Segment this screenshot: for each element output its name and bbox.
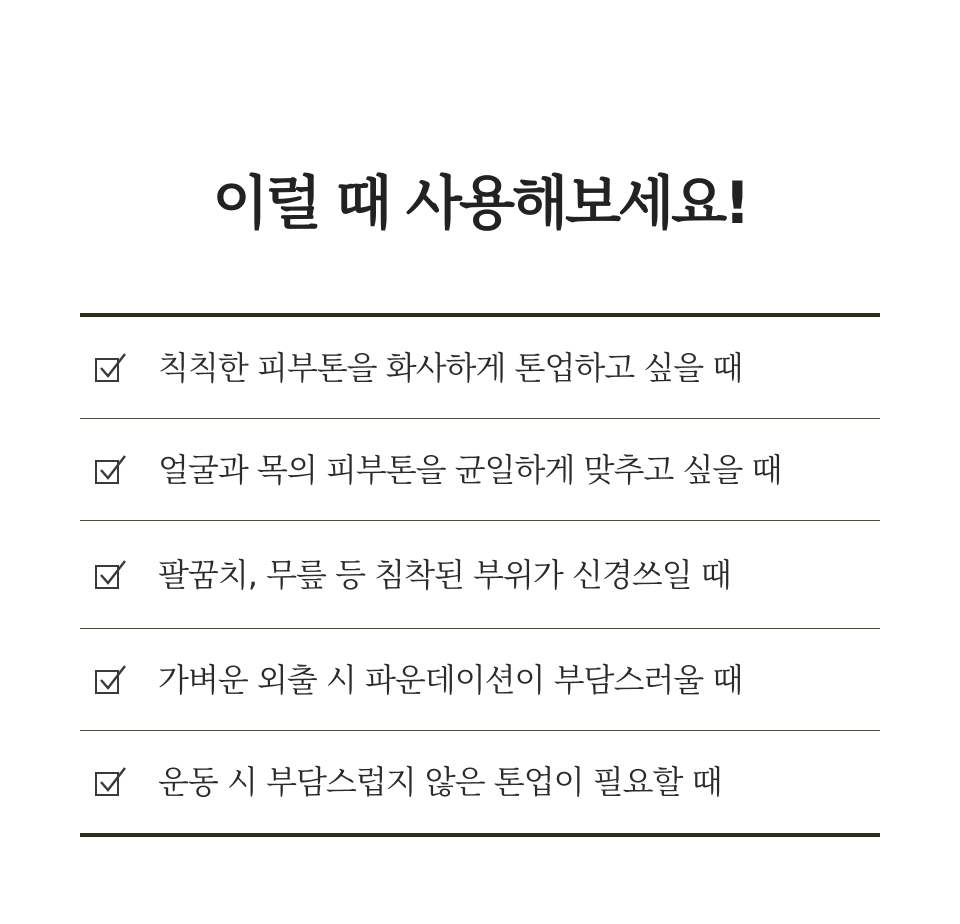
list-item-text: 운동 시 부담스럽지 않은 톤업이 필요할 때 — [158, 763, 722, 801]
usage-checklist — [80, 313, 880, 837]
list-item — [80, 629, 880, 731]
list-item-text: 가벼운 외출 시 파운데이션이 부담스러울 때 — [158, 660, 743, 699]
page-title: 이럴 때 사용해보세요! — [212, 169, 748, 237]
checkbox-checked-icon — [94, 454, 128, 488]
list-item — [80, 521, 880, 629]
checkbox-checked-icon — [94, 766, 128, 800]
list-item — [80, 419, 880, 521]
checkbox-checked-icon — [94, 559, 128, 593]
list-item — [80, 317, 880, 419]
checkbox-checked-icon — [94, 352, 128, 386]
list-item-text: 칙칙한 피부톤을 화사하게 톤업하고 싶을 때 — [158, 348, 743, 387]
list-item — [80, 731, 880, 833]
list-item-text: 얼굴과 목의 피부톤을 균일하게 맞추고 싶을 때 — [158, 450, 782, 489]
list-item-text: 팔꿈치, 무릎 등 침착된 부위가 신경쓰일 때 — [158, 555, 731, 594]
checkbox-checked-icon — [94, 664, 128, 698]
